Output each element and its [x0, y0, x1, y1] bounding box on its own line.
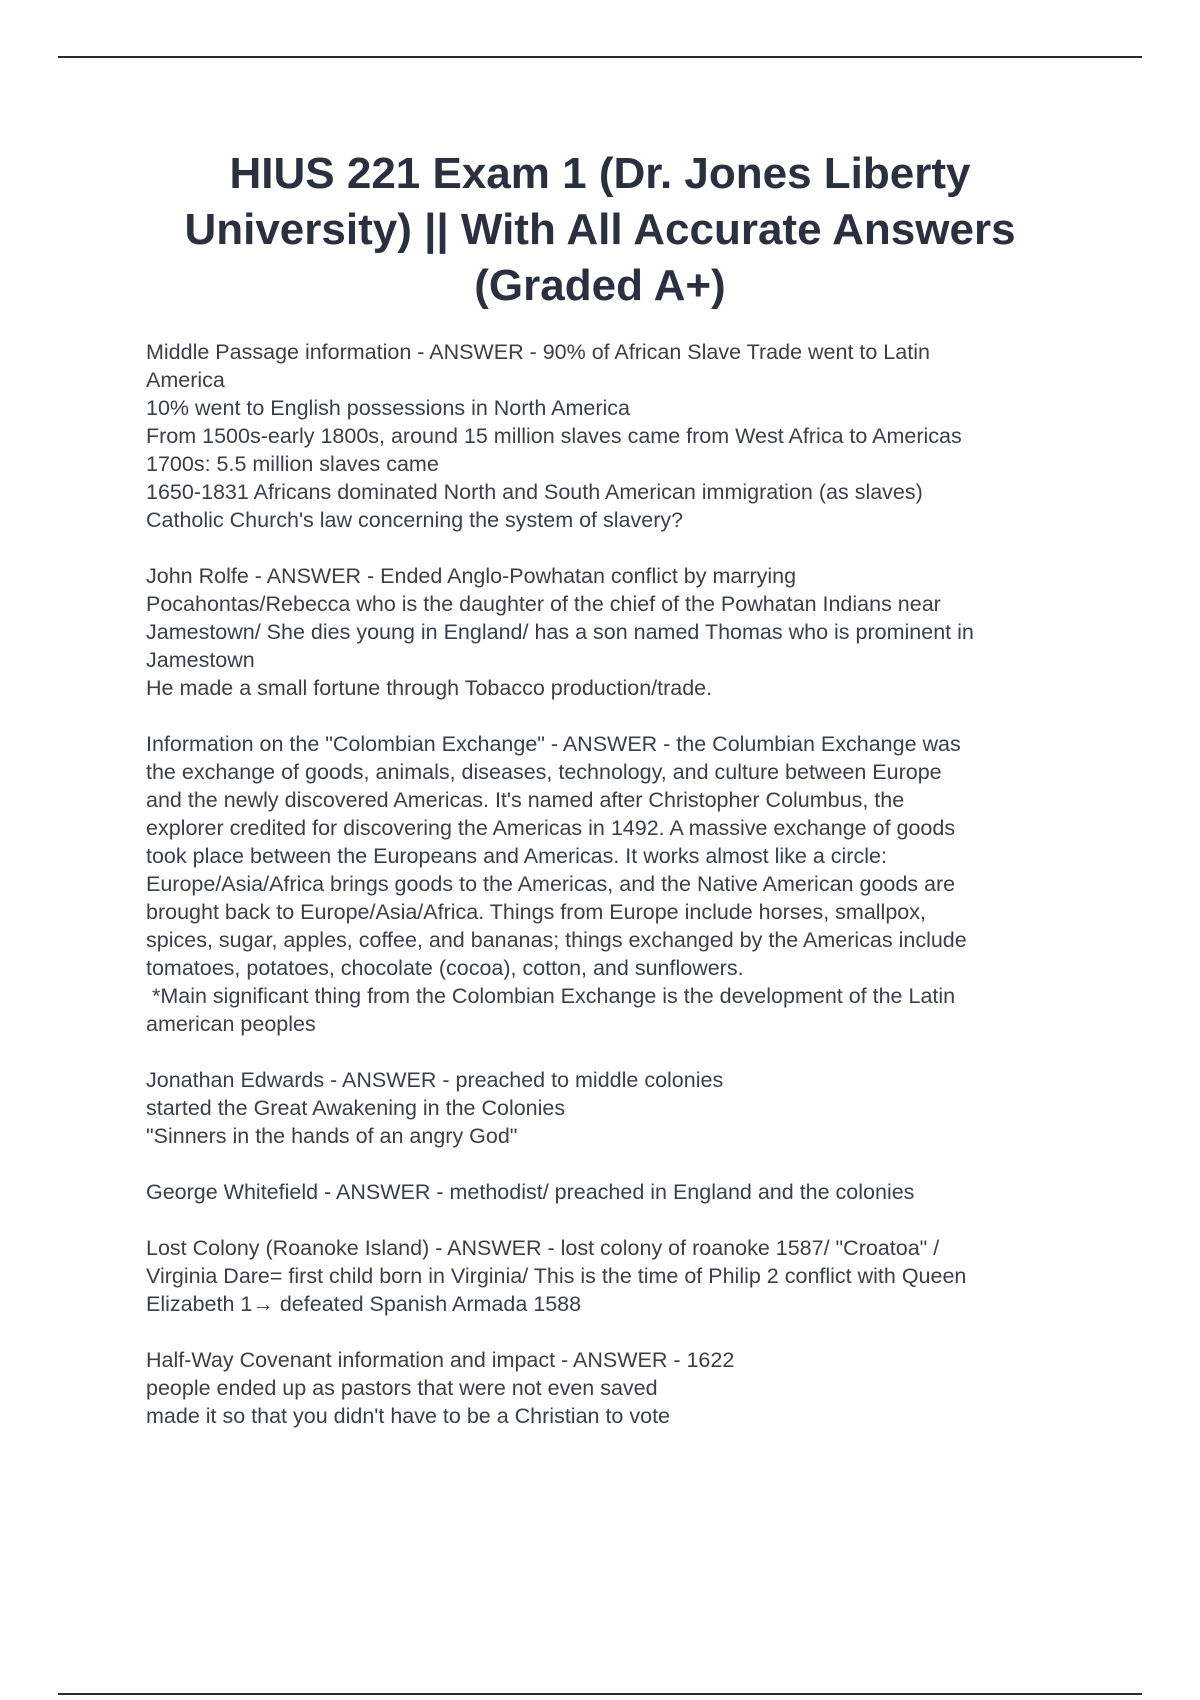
entry-colombian-exchange — [146, 730, 1086, 1038]
entry-line: spices, sugar, apples, coffee, and bananas; things exchanged by the Americas include — [146, 928, 967, 952]
entry-line: Jamestown — [146, 648, 255, 672]
entry-line: tomatoes, potatoes, chocolate (cocoa), cotton, and sunflowers. — [146, 956, 744, 980]
entry-jonathan-edwards — [146, 1066, 1086, 1150]
title-line: HIUS 221 Exam 1 (Dr. Jones Liberty — [229, 149, 971, 198]
entry-line: *Main significant thing from the Colombian Exchange is the development of the Latin — [146, 984, 956, 1008]
document-body — [146, 338, 1086, 1458]
entry-line: american peoples — [146, 1012, 316, 1036]
entry-line: Elizabeth 1→ defeated Spanish Armada 1588 — [146, 1292, 582, 1316]
entry-line: He made a small fortune through Tobacco production/trade. — [146, 676, 713, 700]
entry-line: took place between the Europeans and Americas. It works almost like a circle: — [146, 844, 887, 868]
entry-line: Pocahontas/Rebecca who is the daughter of the chief of the Powhatan Indians near — [146, 592, 941, 616]
title-line: University) || With All Accurate Answers — [184, 205, 1016, 254]
entry-george-whitefield — [146, 1178, 1086, 1206]
entry-line: "Sinners in the hands of an angry God" — [146, 1124, 518, 1148]
entry-line: 1700s: 5.5 million slaves came — [146, 452, 439, 476]
entry-line: Middle Passage information - ANSWER - 90% of African Slave Trade went to Latin — [146, 340, 930, 364]
entry-half-way-covenant — [146, 1346, 1086, 1430]
entry-line: George Whitefield - ANSWER - methodist/ preached in England and the colonies — [146, 1180, 915, 1204]
entry-line: Lost Colony (Roanoke Island) - ANSWER - lost colony of roanoke 1587/ "Croatoa" / — [146, 1236, 940, 1260]
entry-line: 10% went to English possessions in North America — [146, 396, 630, 420]
entry-line: and the newly discovered Americas. It's named after Christopher Columbus, the — [146, 788, 905, 812]
entry-line: explorer credited for discovering the Americas in 1492. A massive exchange of goods — [146, 816, 956, 840]
entry-line: America — [146, 368, 225, 392]
entry-line: Europe/Asia/Africa brings goods to the Americas, and the Native American goods are — [146, 872, 956, 896]
entry-line: Half-Way Covenant information and impact - ANSWER - 1622 — [146, 1348, 735, 1372]
entry-line: Catholic Church's law concerning the system of slavery? — [146, 508, 684, 532]
entry-line: Information on the "Colombian Exchange" - ANSWER - the Columbian Exchange was — [146, 732, 961, 756]
entry-line: Jonathan Edwards - ANSWER - preached to middle colonies — [146, 1068, 724, 1092]
entry-line: people ended up as pastors that were not even saved — [146, 1376, 658, 1400]
entry-line: John Rolfe - ANSWER - Ended Anglo-Powhatan conflict by marrying — [146, 564, 797, 588]
bottom-rule — [58, 1693, 1142, 1695]
entry-line: Jamestown/ She dies young in England/ has a son named Thomas who is prominent in — [146, 620, 974, 644]
entry-line: Virginia Dare= first child born in Virginia/ This is the time of Philip 2 conflict with Queen — [146, 1264, 967, 1288]
entry-line: started the Great Awakening in the Colonies — [146, 1096, 566, 1120]
entry-line: brought back to Europe/Asia/Africa. Things from Europe include horses, smallpox, — [146, 900, 926, 924]
entry-lost-colony — [146, 1234, 1086, 1318]
entry-line: made it so that you didn't have to be a Christian to vote — [146, 1404, 670, 1428]
entry-line: the exchange of goods, animals, diseases, technology, and culture between Europe — [146, 760, 942, 784]
document-title — [120, 146, 1080, 314]
title-line: (Graded A+) — [474, 261, 726, 310]
entry-line: 1650-1831 Africans dominated North and South American immigration (as slaves) — [146, 480, 923, 504]
entry-john-rolfe — [146, 562, 1086, 702]
top-rule — [58, 56, 1142, 58]
entry-middle-passage — [146, 338, 1086, 534]
entry-line: From 1500s-early 1800s, around 15 million slaves came from West Africa to Americas — [146, 424, 962, 448]
